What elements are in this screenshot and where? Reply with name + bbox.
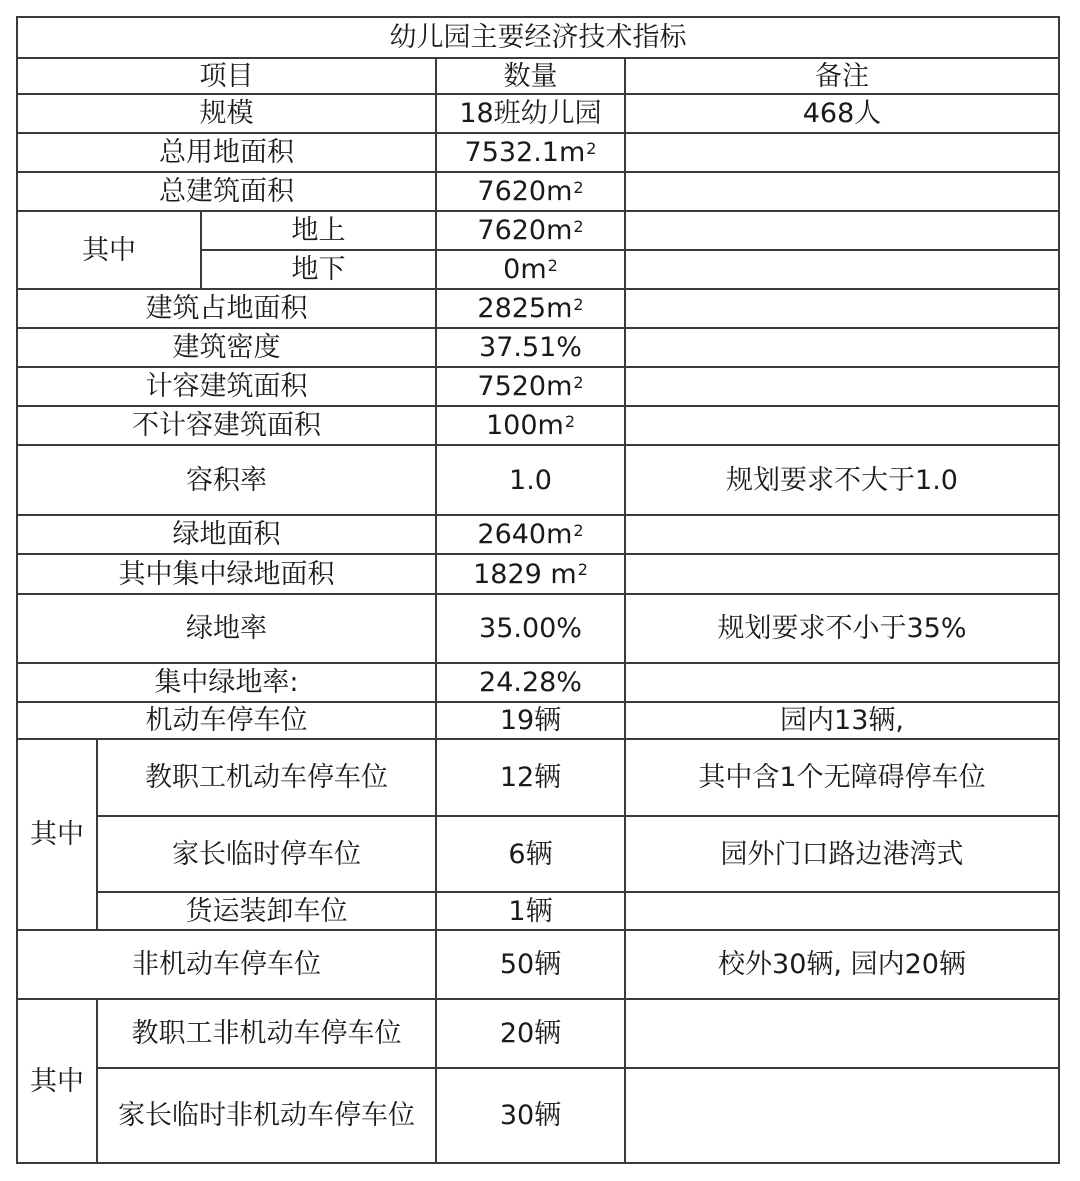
- row-far-note: 规划要求不大于1.0: [726, 464, 958, 496]
- row-parent-bike-item: 家长临时非机动车停车位: [118, 1100, 415, 1131]
- row-parent-motor-item: 家长临时停车位: [172, 838, 361, 870]
- row-loading-item: 货运装卸车位: [185, 895, 348, 927]
- gfa-group-label: 其中: [82, 234, 136, 266]
- row-staff-bike-qty: 20辆: [499, 1018, 562, 1049]
- row-green-ratio-item: 绿地率: [186, 613, 267, 644]
- row-parent-motor-note: 园外门口路边港湾式: [720, 838, 964, 870]
- row-footprint-qty: 2825m $^2$: [477, 293, 584, 324]
- row-site-area-item: 总用地面积: [159, 137, 294, 168]
- row-central-green-item: 其中集中绿地面积: [118, 558, 335, 590]
- table-title: 幼儿园主要经济技术指标: [389, 22, 687, 53]
- row-far-area-item: 计容建筑面积: [145, 371, 308, 402]
- row-density-qty: 37.51%: [479, 332, 582, 363]
- row-total-gfa-qty: 7620m $^2$: [477, 176, 584, 207]
- row-central-green-qty: 1829 m $^2$: [473, 558, 588, 590]
- row-motor-parking-qty: 19辆: [499, 705, 562, 736]
- row-scale-item: 规模: [199, 98, 254, 129]
- row-scale-qty: 18班幼儿园: [459, 98, 602, 129]
- header-quantity: 数量: [503, 60, 558, 92]
- row-far-area-qty: 7520m $^2$: [477, 371, 584, 402]
- row-staff-motor-item: 教职工机动车停车位: [145, 762, 388, 793]
- row-non-far-area-item: 不计容建筑面积: [132, 410, 321, 441]
- row-footprint-item: 建筑占地面积: [145, 293, 308, 324]
- row-scale-note: 468人: [802, 98, 882, 129]
- row-far-item: 容积率: [186, 464, 267, 496]
- row-central-ratio-qty: 24.28%: [479, 667, 582, 698]
- row-total-gfa-item: 总建筑面积: [159, 176, 294, 207]
- row-bike-parking-note: 校外30辆, 园内20辆: [718, 949, 966, 980]
- row-above-ground-item: 地上: [291, 215, 346, 246]
- row-below-ground-item: 地下: [291, 254, 346, 285]
- row-staff-bike-item: 教职工非机动车停车位: [131, 1018, 402, 1049]
- header-item: 项目: [199, 60, 254, 92]
- row-central-ratio-item: 集中绿地率:: [154, 667, 299, 698]
- row-staff-motor-qty: 12辆: [499, 762, 562, 793]
- row-density-item: 建筑密度: [172, 332, 281, 363]
- row-non-far-area-qty: 100m $^2$: [485, 410, 576, 441]
- row-green-ratio-note: 规划要求不小于35%: [717, 613, 967, 644]
- row-parent-bike-qty: 30辆: [499, 1100, 562, 1131]
- motor-group-label: 其中: [30, 819, 84, 850]
- row-site-area-qty: 7532.1m $^2$: [464, 137, 597, 168]
- row-motor-parking-note: 园内13辆,: [780, 705, 904, 736]
- row-bike-parking-qty: 50辆: [499, 949, 562, 980]
- row-below-ground-qty: 0m $^2$: [503, 254, 558, 285]
- row-above-ground-qty: 7620m $^2$: [477, 215, 584, 246]
- row-green-area-qty: 2640m $^2$: [477, 519, 584, 550]
- header-note: 备注: [815, 60, 869, 92]
- row-loading-qty: 1辆: [508, 895, 553, 927]
- row-staff-motor-note: 其中含1个无障碍停车位: [698, 762, 986, 793]
- row-green-ratio-qty: 35.00%: [479, 613, 582, 644]
- row-green-area-item: 绿地面积: [172, 519, 281, 550]
- row-parent-motor-qty: 6辆: [508, 838, 553, 870]
- row-motor-parking-item: 机动车停车位: [145, 705, 308, 736]
- bike-group-label: 其中: [30, 1065, 84, 1097]
- row-bike-parking-item: 非机动车停车位: [132, 949, 321, 980]
- row-far-qty: 1.0: [509, 464, 552, 496]
